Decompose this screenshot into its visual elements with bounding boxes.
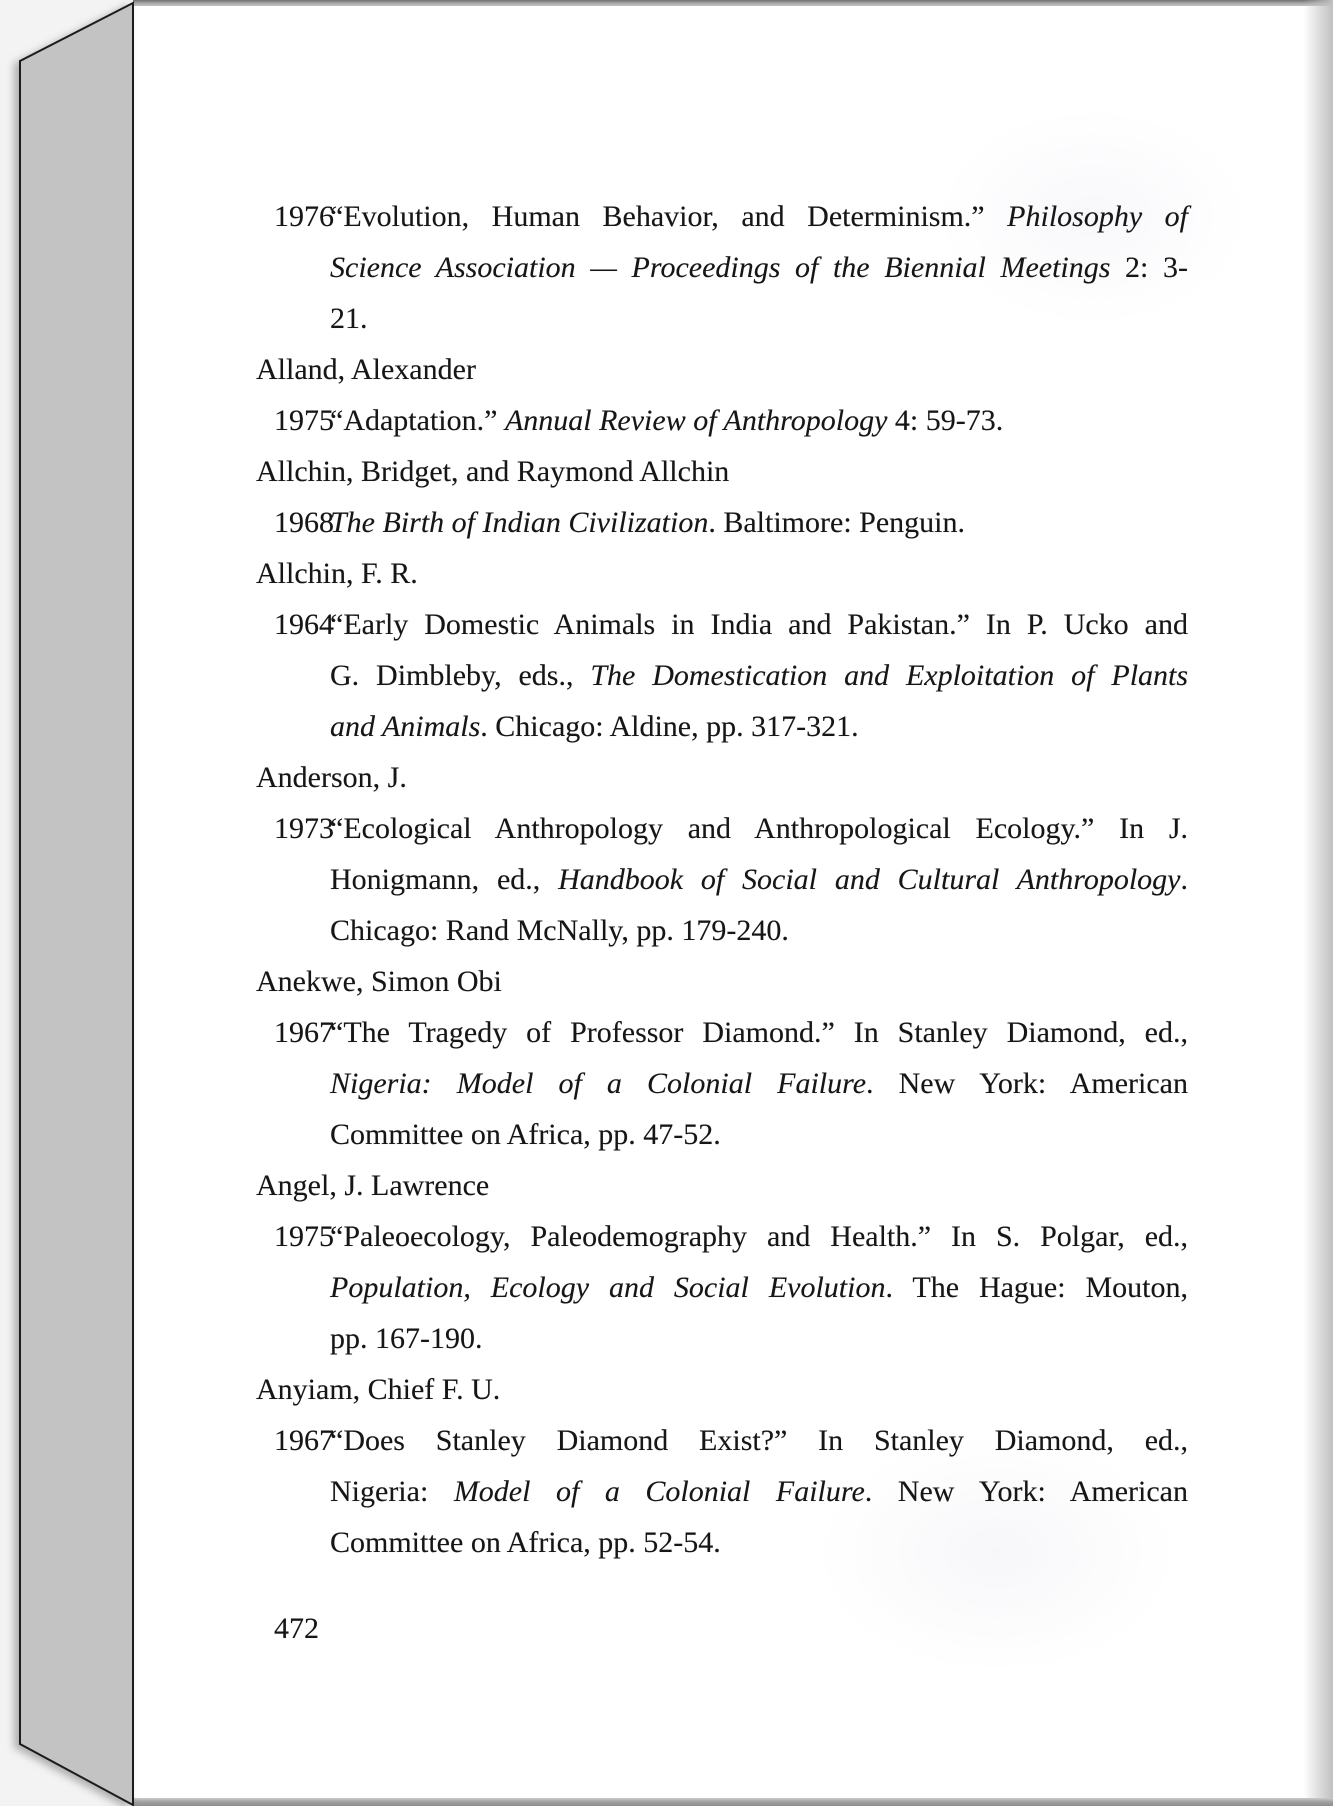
citation-text-run: “Ecological Anthropology and Anthropological Ecology.” In J. xyxy=(330,812,1188,845)
citation-text-run: 4: 59-73. xyxy=(887,404,1004,437)
bibliography-work-row xyxy=(256,599,1188,752)
bibliography-author-row: Anderson, J. xyxy=(256,761,407,794)
page-number: 472 xyxy=(274,1612,319,1645)
bibliography-list xyxy=(256,191,1188,1568)
citation-text-run: G. Dimbleby, eds., xyxy=(330,659,591,692)
citation-italic-run: Annual Review of Anthropology xyxy=(504,404,888,437)
citation-text-run: Committee on Africa, pp. 47-52. xyxy=(330,1118,721,1151)
citation-line xyxy=(330,803,1188,854)
citation-line xyxy=(330,1517,1188,1568)
bibliography-author-row: Alland, Alexander xyxy=(256,353,476,386)
citation-text-run: “The Tragedy of Professor Diamond.” In Stanley Diamond, ed., xyxy=(330,1016,1188,1049)
citation-line xyxy=(330,1058,1188,1109)
citation-text-run: Honigmann, ed., xyxy=(330,863,559,896)
bibliography-work-row xyxy=(256,803,1188,956)
entry-year: 1968 xyxy=(274,506,334,539)
entry-year: 1975 xyxy=(274,404,334,437)
citation-text-run: 2: 3- xyxy=(1110,251,1188,284)
book-page xyxy=(133,0,1333,1806)
citation-line xyxy=(330,497,1188,548)
citation-italic-run: Science Association — Proceedings of the Biennial Meetings xyxy=(330,251,1111,284)
citation-line xyxy=(330,242,1188,293)
citation-line xyxy=(330,1466,1188,1517)
entry-year: 1973 xyxy=(274,812,334,845)
citation-line xyxy=(330,854,1188,905)
bibliography-author-row: Allchin, Bridget, and Raymond Allchin xyxy=(256,455,730,488)
citation-text-run: . The Hague: Mouton, xyxy=(885,1271,1189,1304)
bibliography-work-row xyxy=(256,1007,1188,1160)
citation-text-run: “Paleoecology, Paleodemography and Health.” In S. Polgar, ed., xyxy=(330,1220,1189,1253)
book-page-block-edge xyxy=(20,3,133,1805)
citation-text-run: “Evolution, Human Behavior, and Determinism.” xyxy=(330,200,1008,233)
citation-text-run: . Chicago: Aldine, pp. 317-321. xyxy=(480,710,859,743)
entry-year: 1967 xyxy=(274,1016,334,1049)
citation-line xyxy=(330,905,1188,956)
citation-italic-run: Handbook of Social and Cultural Anthropology xyxy=(558,863,1181,896)
citation-text-run: 21. xyxy=(330,302,368,335)
citation-text-run: Nigeria: xyxy=(330,1475,454,1508)
citation-italic-run: Nigeria: Model of a Colonial Failure xyxy=(330,1067,867,1100)
citation-line xyxy=(330,1313,1188,1364)
bibliography-work-row xyxy=(256,1415,1188,1568)
entry-year: 1976 xyxy=(274,200,334,233)
citation-text-run: “Early Domestic Animals in India and Pakistan.” In P. Ucko and xyxy=(330,608,1188,641)
citation-line xyxy=(330,1007,1188,1058)
citation-text-run: . New York: American xyxy=(866,1067,1188,1100)
bibliography-author-row: Angel, J. Lawrence xyxy=(256,1169,490,1202)
citation-line xyxy=(330,1262,1188,1313)
citation-line xyxy=(330,1109,1188,1160)
page-top-edge xyxy=(133,0,1333,6)
bibliography-author-row: Anyiam, Chief F. U. xyxy=(256,1373,501,1406)
citation-text-run: Committee on Africa, pp. 52-54. xyxy=(330,1526,721,1559)
citation-line xyxy=(330,650,1188,701)
citation-line xyxy=(330,395,1188,446)
bibliography-work-row xyxy=(256,191,1188,344)
bibliography-author-row: Anekwe, Simon Obi xyxy=(256,965,502,998)
citation-text-run: . New York: American xyxy=(864,1475,1188,1508)
citation-line xyxy=(330,701,1188,752)
book-left-edge xyxy=(0,0,140,1806)
citation-line xyxy=(330,293,1188,344)
citation-text-run: . xyxy=(1180,863,1188,896)
citation-text-run: . Baltimore: Penguin. xyxy=(708,506,965,539)
citation-line xyxy=(330,1211,1188,1262)
page-right-edge-shading xyxy=(1303,0,1333,1806)
citation-text-run: “Adaptation.” xyxy=(330,404,505,437)
bibliography-author-row: Allchin, F. R. xyxy=(256,557,418,590)
entry-year: 1975 xyxy=(274,1220,334,1253)
entry-year: 1964 xyxy=(274,608,334,641)
citation-line xyxy=(330,191,1188,242)
page-bottom-edge xyxy=(133,1798,1333,1806)
citation-italic-run: Philosophy of xyxy=(1007,200,1189,233)
bibliography-work-row xyxy=(256,1211,1188,1364)
bibliography-work-row xyxy=(256,395,1188,446)
entry-year: 1967 xyxy=(274,1424,334,1457)
citation-italic-run: and Animals xyxy=(330,710,481,743)
citation-italic-run: The Domestication and Exploitation of Plants xyxy=(590,659,1189,692)
citation-italic-run: The Birth of Indian Civilization xyxy=(330,506,709,539)
citation-line xyxy=(330,1415,1188,1466)
citation-italic-run: Population, Ecology and Social Evolution xyxy=(330,1271,886,1304)
citation-italic-run: Model of a Colonial Failure xyxy=(453,1475,865,1508)
citation-line xyxy=(330,599,1188,650)
citation-text-run: Chicago: Rand McNally, pp. 179-240. xyxy=(330,914,789,947)
citation-text-run: pp. 167-190. xyxy=(330,1322,483,1355)
bibliography-work-row xyxy=(256,497,1188,548)
citation-text-run: “Does Stanley Diamond Exist?” In Stanley Diamond, ed., xyxy=(330,1424,1189,1457)
